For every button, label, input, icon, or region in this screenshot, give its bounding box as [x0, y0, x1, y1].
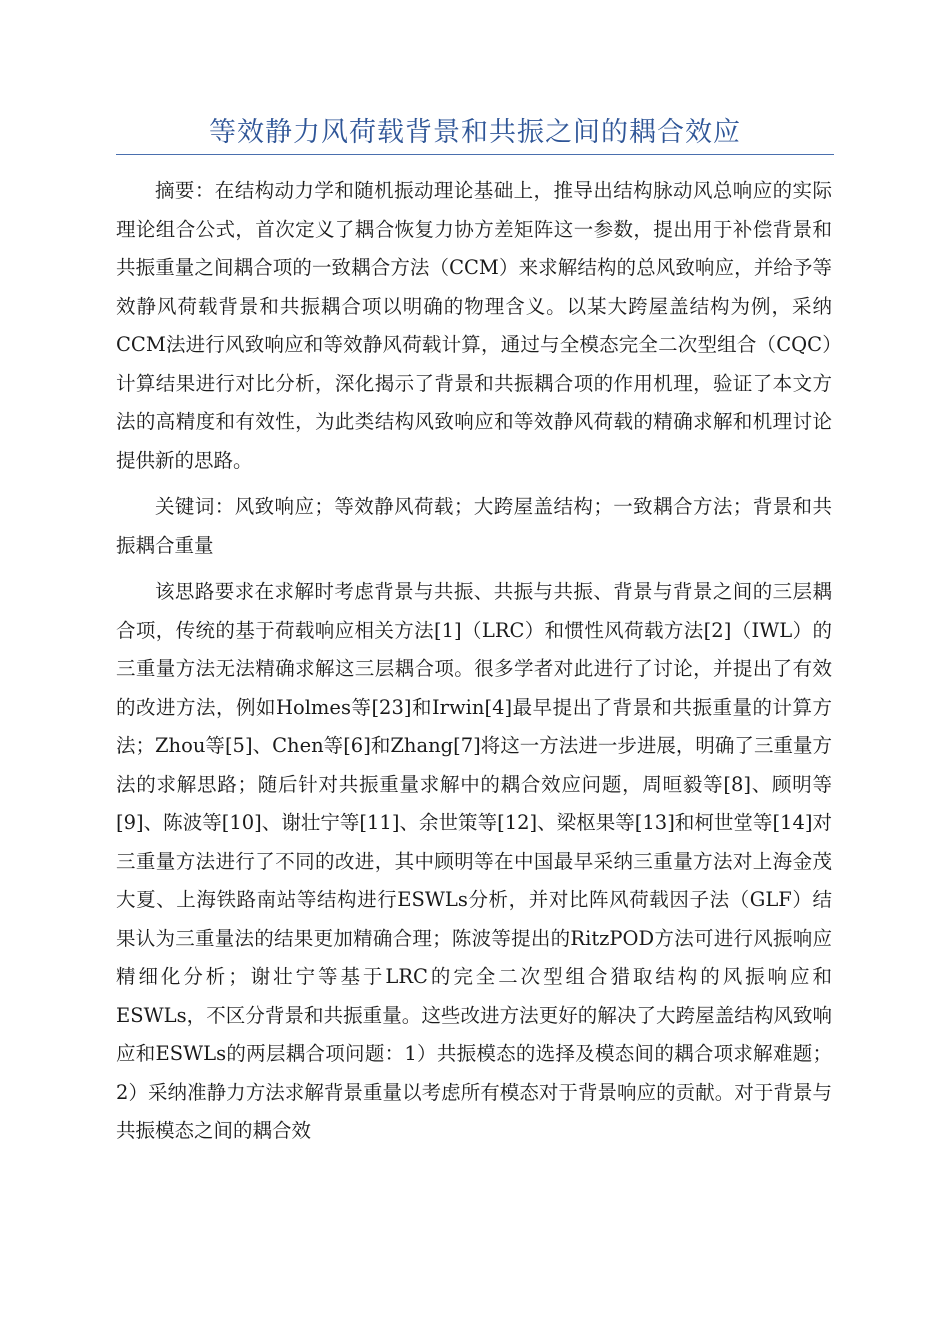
title-underline: [116, 154, 834, 155]
document-title: 等效静力风荷载背景和共振之间的耦合效应: [209, 117, 741, 148]
document-body: [116, 172, 832, 1151]
body-paragraph: 该思路要求在求解时考虑背景与共振、共振与共振、背景与背景之间的三层耦合项，传统的基于荷载响应相关方法[1]（LRC）和惯性风荷载方法[2]（IWL）的三重量方法无法精确求解这三层耦合项。很多学者对此进行了讨论，并提出了有效的改进方法，例如Holmes等[23]和Irwin[4]最早提出了背景和共振重量的计算方法；Zhou等[5]、Chen等[6]和Zhang[7]将这一方法进一步进展，明确了三重量方法的求解思路；随后针对共振重量求解中的耦合效应问题，周晅毅等[8]、顾明等[9]、陈波等[10]、谢壮宁等[11]、余世策等[12]、梁枢果等[13]和柯世堂等[14]对三重量方法进行了不同的改进，其中顾明等在中国最早采纳三重量方法对上海金茂大夏、上海铁路南站等结构进行ESWLs分析，并对比阵风荷载因子法（GLF）结果认为三重量法的结果更加精确合理；陈波等提出的RitzPOD方法可进行风振响应精细化分析；谢壮宁等基于LRC的完全二次型组合猎取结构的风振响应和ESWLs，不区分背景和共振重量。这些改进方法更好的解决了大跨屋盖结构风致响应和ESWLs的两层耦合项问题：1）共振模态的选择及模态间的耦合项求解难题；2）采纳准静力方法求解背景重量以考虑所有模态对于背景响应的贡献。对于背景与共振模态之间的耦合效: [116, 580, 832, 1142]
keywords-paragraph: 关键词：风致响应；等效静风荷载；大跨屋盖结构；一致耦合方法；背景和共振耦合重量: [116, 495, 832, 557]
abstract-paragraph: 摘要：在结构动力学和随机振动理论基础上，推导出结构脉动风总响应的实际理论组合公式，首次定义了耦合恢复力协方差矩阵这一参数，提出用于补偿背景和共振重量之间耦合项的一致耦合方法（CCM）来求解结构的总风致响应，并给予等效静风荷载背景和共振耦合项以明确的物理含义。以某大跨屋盖结构为例，采纳CCM法进行风致响应和等效静风荷载计算，通过与全模态完全二次型组合（CQC）计算结果进行对比分析，深化揭示了背景和共振耦合项的作用机理，验证了本文方法的高精度和有效性，为此类结构风致响应和等效静风荷载的精确求解和机理讨论提供新的思路。: [116, 179, 832, 472]
